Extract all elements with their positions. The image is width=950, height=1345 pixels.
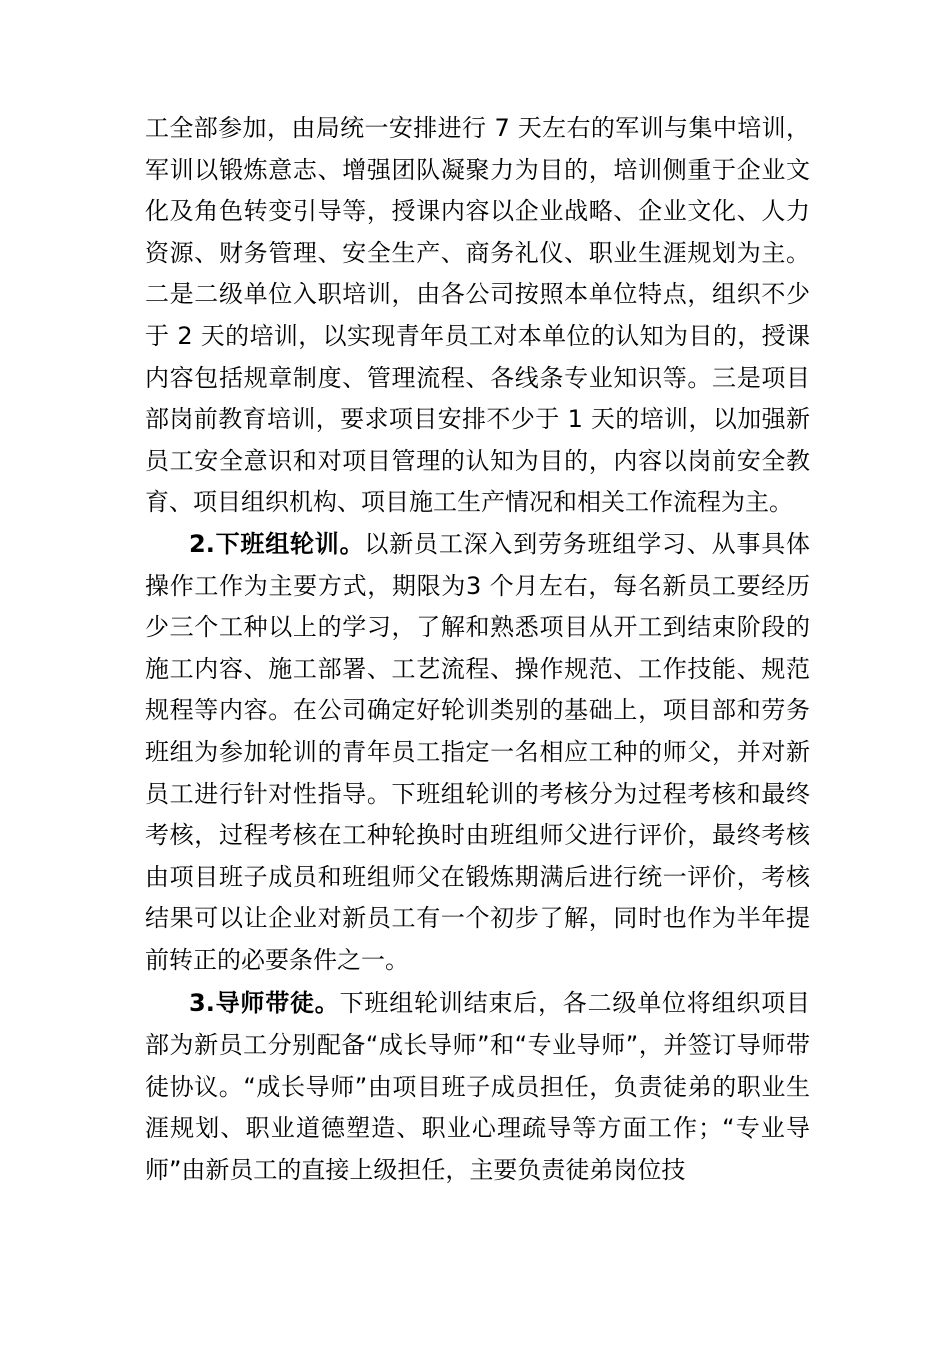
- paragraph-team-rotation: [145, 524, 810, 982]
- paragraph-mentorship: [145, 983, 810, 1191]
- section-heading-team-rotation: 2.下班组轮训。: [189, 529, 365, 558]
- paragraph-military-training: [145, 108, 810, 524]
- paragraph-text: 以新员工深入到劳务班组学习、从事具体操作工作为主要方式，期限为3 个月左右，每名新员工要经历少三个工种以上的学习，了解和熟悉项目从开工到结束阶段的施工内容、施工部署、工艺流程、操作规范、工作技能、规范规程等内容。在公司确定好轮训类别的基础上，项目部和劳务班组为参加轮训的青年员工指定一名相应工种的师父，并对新员工进行针对性指导。下班组轮训的考核分为过程考核和最终考核，过程考核在工种轮换时由班组师父进行评价，最终考核由项目班子成员和班组师父在锻炼期满后进行统一评价，考核结果可以让企业对新员工有一个初步了解，同时也作为半年提前转正的必要条件之一。: [145, 529, 811, 974]
- section-heading-mentorship: 3.导师带徒。: [189, 989, 340, 1018]
- paragraph-text: 工全部参加，由局统一安排进行 7 天左右的军训与集中培训，军训以锻炼意志、增强团队凝聚力为目的，培训侧重于企业文化及角色转变引导等，授课内容以企业战略、企业文化、人力资源、财务管理、安全生产、商务礼仪、职业生涯规划为主。二是二级单位入职培训，由各公司按照本单位特点，组织不少于 2 天的培训，以实现青年员工对本单位的认知为目的，授课内容包括规章制度、管理流程、各线条专业知识等。三是项目部岗前教育培训，要求项目安排不少于 1 天的培训，以加强新员工安全意识和对项目管理的认知为目的，内容以岗前安全教育、项目组织机构、项目施工生产情况和相关工作流程为主。: [145, 114, 810, 517]
- document-body: [145, 108, 810, 1191]
- paragraph-text: 下班组轮训结束后，各二级单位将组织项目部为新员工分别配备“成长导师”和“专业导师”，并签订导师带徒协议。“成长导师”由项目班子成员担任，负责徒弟的职业生涯规划、职业道德塑造、职业心理疏导等方面工作；“专业导师”由新员工的直接上级担任，主要负责徒弟岗位技: [145, 989, 810, 1184]
